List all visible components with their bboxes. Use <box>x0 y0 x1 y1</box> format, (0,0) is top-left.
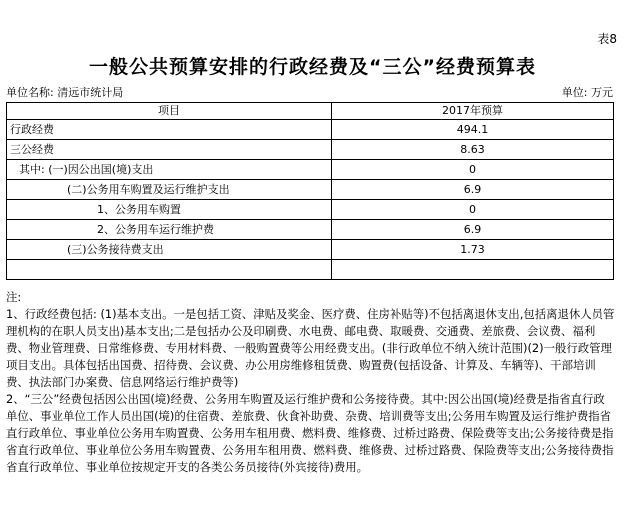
table-row <box>7 260 614 280</box>
row-label <box>7 260 332 280</box>
table-row <box>7 200 614 220</box>
page-title: 一般公共预算安排的行政经费及“三公”经费预算表 <box>89 56 536 78</box>
row-value: 8.63 <box>332 140 614 160</box>
row-value: 0 <box>332 200 614 220</box>
row-value: 6.9 <box>332 220 614 240</box>
table-header-row <box>7 103 614 120</box>
row-label: 其中: (一)因公出国(境)支出 <box>7 160 332 180</box>
row-label: 1、公务用车购置 <box>7 200 332 220</box>
table-row <box>7 160 614 180</box>
row-value: 0 <box>332 160 614 180</box>
table-row <box>7 120 614 140</box>
unit-name: 单位名称: 清远市统计局 <box>6 86 124 99</box>
table-row <box>7 220 614 240</box>
notes-section <box>6 289 616 476</box>
row-label: 2、公务用车运行维护费 <box>7 220 332 240</box>
note-1: 1、行政经费包括: (1)基本支出。一是包括工资、津贴及奖金、医疗费、住房补贴等)不包括离退休支出,包括离退休人员管理机构的在职人员支出)基本支出;二是包括办公及印刷费、水电费、邮电费、取暖费、交通费、差旅费、会议费、福利费、物业管理费、日常维修费、专用材料费、一般购置费等公用经费支出。(非行政单位不纳入统计范围)(2)一般行政管理项目支出。具体包括出国费、招待费、会议费、办公用房维修租赁费、购置费(包括设备、计算及、车辆等)、干部培训费、执法部门办案费、信息网络运行维护费等) <box>6 307 615 389</box>
row-label: (三)公务接待费支出 <box>7 240 332 260</box>
table-row <box>7 180 614 200</box>
budget-table <box>6 102 614 280</box>
header-item: 项目 <box>7 103 332 120</box>
money-unit: 单位: 万元 <box>561 86 613 99</box>
row-label: 行政经费 <box>7 120 332 140</box>
note-2: 2、“三公”经费包括因公出国(境)经费、公务用车购置及运行维护费和公务接待费。其中:因公出国(境)经费是指省直行政单位、事业单位工作人员出国(境)的住宿费、差旅费、伙食补助费、杂费、培训费等支出;公务用车购置及运行维护费指省直行政单位、事业单位公务用车购置费、公务用车租用费、燃料费、维修费、过桥过路费、保险费等支出;公务接待费是指省直行政单位、事业单位公务用车购置费、公务用车租用费、燃料费、维修费、过桥过路费、保险费等支出;公务接待费指省直行政单位、事业单位按规定开支的各类公务员接待(外宾接待)费用。 <box>6 392 614 474</box>
row-label: 三公经费 <box>7 140 332 160</box>
table-row <box>7 140 614 160</box>
row-label: (二)公务用车购置及运行维护支出 <box>7 180 332 200</box>
header-budget: 2017年预算 <box>332 103 614 120</box>
row-value: 494.1 <box>332 120 614 140</box>
row-value <box>332 260 614 280</box>
table-row <box>7 240 614 260</box>
notes-heading: 注: <box>6 290 22 304</box>
unit-row <box>6 86 613 100</box>
row-value: 1.73 <box>332 240 614 260</box>
table-number: 表8 <box>597 32 617 46</box>
row-value: 6.9 <box>332 180 614 200</box>
